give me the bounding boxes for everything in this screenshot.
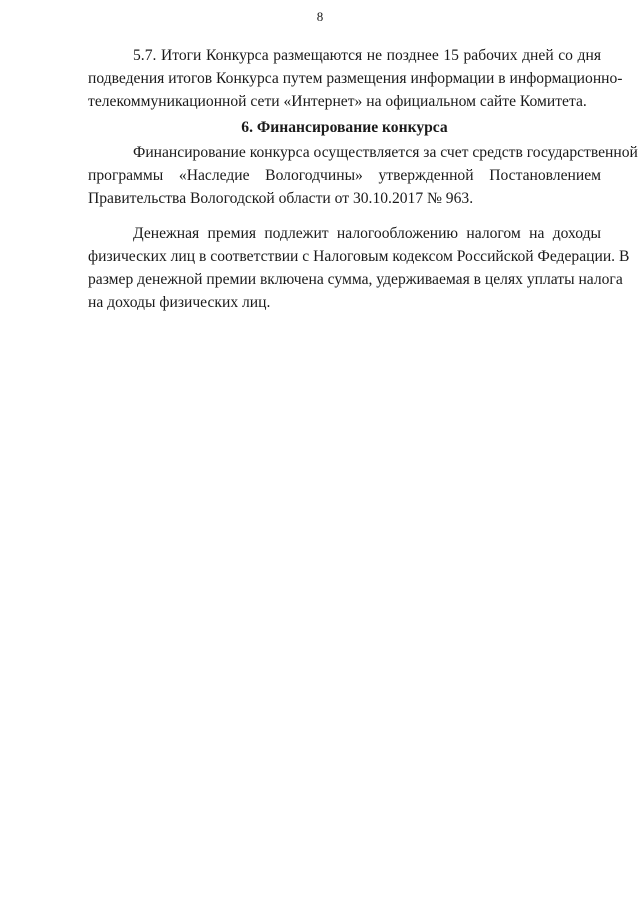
paragraph-prize-tax [88,222,630,314]
text-line: физических лиц в соответствии с Налоговым кодексом Российской Федерации. В [88,248,630,265]
page-number: 8 [316,9,324,24]
paragraph-financing [88,141,638,210]
paragraph-5-7 [88,44,623,113]
document-body [88,44,638,314]
text-line: на доходы физических лиц. [88,294,271,311]
section-6-heading: 6. Финансирование конкурса [241,119,448,136]
text-line: 5.7. Итоги Конкурса размещаются не позднее 15 рабочих дней со дня [133,47,601,64]
text-line: размер денежной премии включена сумма, удерживаемая в целях уплаты налога [88,271,623,288]
text-line: телекоммуникационной сети «Интернет» на официальном сайте Комитета. [88,93,587,110]
paragraph-spacer [88,210,601,222]
text-line: Финансирование конкурса осуществляется за счет средств государственной [133,144,638,161]
text-line: Денежная премия подлежит налогообложению налогом на доходы [133,225,601,242]
text-line: программы «Наследие Вологодчины» утвержденной Постановлением [88,167,601,184]
text-line: Правительства Вологодской области от 30.10.2017 № 963. [88,190,474,207]
text-line: подведения итогов Конкурса путем размещения информации в информационно- [88,70,623,87]
